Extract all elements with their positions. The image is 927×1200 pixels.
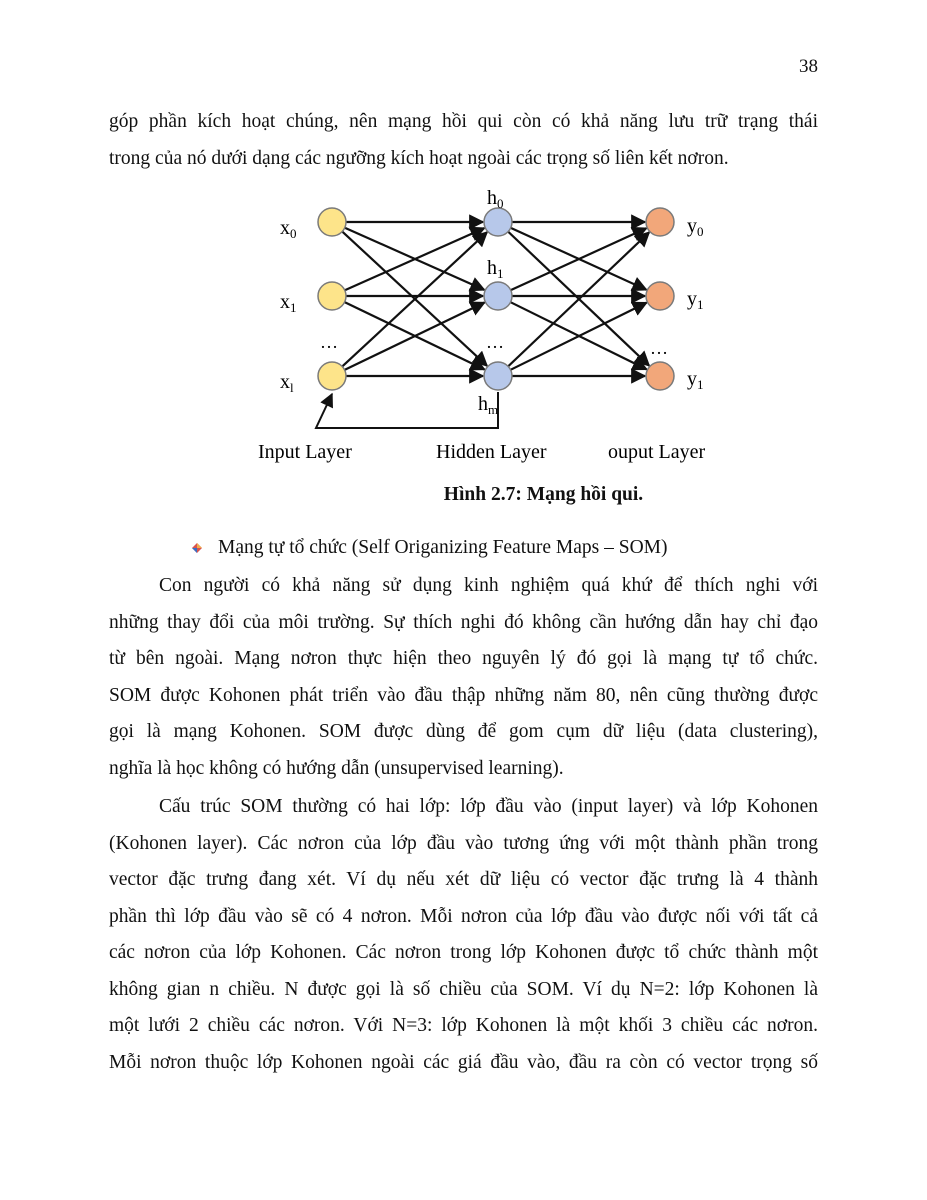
- paragraph-1: [109, 104, 818, 177]
- input-label-2: $x_l$: [280, 371, 294, 395]
- paragraph-line: một lưới 2 chiều các nơron. Với N=3: lớp Kohonen là một khối 3 chiều các nơron.: [109, 1015, 818, 1036]
- input-layer-label: Input Layer: [258, 441, 352, 463]
- hidden-layer-label: Hidden Layer: [436, 441, 547, 463]
- paragraph-line: Mỗi nơron thuộc lớp Kohonen ngoài các giá đầu vào, đầu ra còn có vector trọng số: [109, 1051, 818, 1073]
- paragraph-2: [109, 568, 818, 787]
- paragraph-line: Con người có khả năng sử dụng kinh nghiệm quá khứ để thích nghi với: [159, 575, 818, 596]
- output-layer-label: ouput Layer: [608, 441, 706, 463]
- paragraph-line: những thay đổi của môi trường. Sự thích nghi đó không cần hướng dẫn hay chỉ đạo: [109, 611, 818, 633]
- output-label-2: $y_1$: [687, 368, 704, 392]
- output-label-0: $y_0$: [687, 215, 704, 239]
- diamond-bullet-icon: [190, 541, 204, 555]
- hidden-neuron-1: [484, 282, 512, 310]
- hidden-ellipsis: …: [486, 332, 504, 352]
- output-label-1: $y_1$: [687, 288, 704, 312]
- hidden-label-1: $h_1$: [487, 257, 504, 281]
- input-neuron-2: [318, 362, 346, 390]
- recurrent-network-figure: [250, 182, 730, 472]
- hidden-label-0: $h_0$: [487, 187, 504, 211]
- paragraph-3: [109, 789, 818, 1081]
- neuron-nodes: [318, 208, 674, 390]
- paragraph-line: từ bên ngoài. Mạng nơron thực hiện theo nguyên lý đó gọi là mạng tự tổ chức.: [109, 648, 818, 669]
- feedback-loop-arrow: [316, 392, 498, 428]
- paragraph-line: góp phần kích hoạt chúng, nên mạng hồi qui còn có khả năng lưu trữ trạng thái: [109, 111, 818, 132]
- paragraph-line: phần thì lớp đầu vào sẽ có 4 nơron. Mỗi nơron của lớp đầu vào được nối với tất cả: [109, 905, 818, 927]
- paragraph-line: SOM được Kohonen phát triển vào đầu thập những năm 80, nên cũng thường được: [109, 684, 818, 706]
- page-number: 38: [799, 56, 818, 77]
- output-neuron-2: [646, 362, 674, 390]
- bullet-text: Mạng tự tổ chức (Self Origanizing Feature Maps – SOM): [218, 537, 668, 558]
- input-neuron-0: [318, 208, 346, 236]
- output-neuron-0: [646, 208, 674, 236]
- paragraph-line: Cấu trúc SOM thường có hai lớp: lớp đầu vào (input layer) và lớp Kohonen: [159, 796, 818, 817]
- paragraph-line: gọi là mạng Kohonen. SOM được dùng để gom cụm dữ liệu (data clustering),: [109, 721, 818, 742]
- output-ellipsis: …: [650, 338, 668, 358]
- input-neuron-1: [318, 282, 346, 310]
- paragraph-line: (Kohonen layer). Các nơron của lớp đầu vào tương ứng với một thành phần trong: [109, 832, 818, 854]
- paragraph-line: các nơron của lớp Kohonen. Các nơron trong lớp Kohonen được tổ chức thành một: [109, 942, 818, 963]
- paragraph-line: không gian n chiều. N được gọi là số chiều của SOM. Ví dụ N=2: lớp Kohonen là: [109, 978, 818, 1000]
- input-ellipsis: …: [320, 332, 338, 352]
- output-neuron-1: [646, 282, 674, 310]
- bullet-item: [190, 537, 668, 559]
- figure-caption: Hình 2.7: Mạng hồi qui.: [443, 484, 644, 505]
- paragraph-line: vector đặc trưng đang xét. Ví dụ nếu xét dữ liệu có vector đặc trưng là 4 thành: [109, 869, 818, 890]
- input-label-0: $x_0$: [280, 217, 297, 241]
- hidden-label-2: $h_m$: [478, 393, 499, 417]
- paragraph-line: trong của nó dưới dạng các ngưỡng kích hoạt ngoài các trọng số liên kết nơron.: [109, 147, 729, 169]
- paragraph-line: nghĩa là học không có hướng dẫn (unsupervised learning).: [109, 757, 564, 779]
- hidden-neuron-2: [484, 362, 512, 390]
- hidden-neuron-0: [484, 208, 512, 236]
- input-label-1: $x_1$: [280, 291, 297, 315]
